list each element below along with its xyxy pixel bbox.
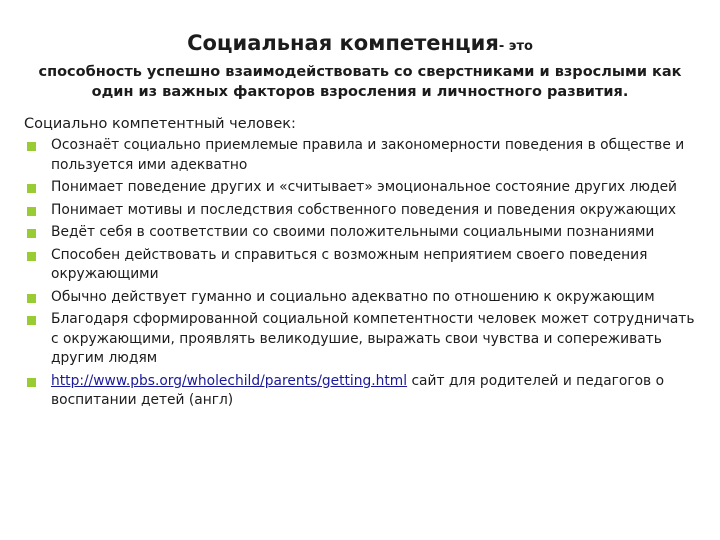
square-bullet-icon bbox=[27, 184, 36, 193]
square-bullet-icon bbox=[27, 294, 36, 303]
list-item bbox=[24, 310, 704, 369]
title-suffix: - это bbox=[498, 39, 533, 54]
list-item bbox=[24, 178, 704, 198]
pbs-link[interactable]: http://www.pbs.org/wholechild/parents/getting.html bbox=[51, 372, 408, 389]
square-bullet-icon bbox=[27, 378, 36, 387]
title-main: Социальная компетенция bbox=[187, 31, 499, 55]
square-bullet-icon bbox=[27, 316, 36, 325]
definition-text: способность успешно взаимодействовать со сверстниками и взрослыми как один из важных факторов взросления и личностного развития. bbox=[38, 64, 682, 100]
square-bullet-icon bbox=[27, 207, 36, 216]
square-bullet-icon bbox=[27, 252, 36, 261]
list-item bbox=[24, 136, 704, 175]
list-item bbox=[24, 201, 704, 221]
list-item-text: Способен действовать и справиться с возможным неприятием своего поведения окружающими bbox=[51, 246, 648, 282]
square-bullet-icon bbox=[27, 142, 36, 151]
bullet-list bbox=[24, 136, 704, 414]
link-description: сайт для родителей и педагогов о воспитании детей (англ) bbox=[51, 372, 665, 408]
list-item-text: Осознаёт социально приемлемые правила и закономерности поведения в обществе и пользуется ими адекватно bbox=[51, 137, 685, 173]
intro-heading: Социально компетентный человек: bbox=[24, 116, 296, 132]
list-item bbox=[24, 223, 704, 243]
list-item-text: Понимает поведение других и «считывает» эмоциональное состояние других людей bbox=[51, 179, 678, 195]
list-item-link bbox=[24, 372, 704, 411]
list-item-text: Понимает мотивы и последствия собственного поведения и поведения окружающих bbox=[51, 201, 677, 218]
slide-title bbox=[0, 31, 720, 55]
list-item-text: Обычно действует гуманно и социально адекватно по отношению к окружающим bbox=[51, 288, 655, 305]
list-item bbox=[24, 288, 704, 308]
list-item-text: Благодаря сформированной социальной компетентности человек может сотрудничать с окружающими, проявлять великодушие, выражать свои чувства и сопереживать другим людям bbox=[51, 311, 695, 366]
list-item bbox=[24, 246, 704, 285]
list-item-text: Ведёт себя в соответствии со своими положительными социальными познаниями bbox=[51, 224, 655, 240]
square-bullet-icon bbox=[27, 229, 36, 238]
